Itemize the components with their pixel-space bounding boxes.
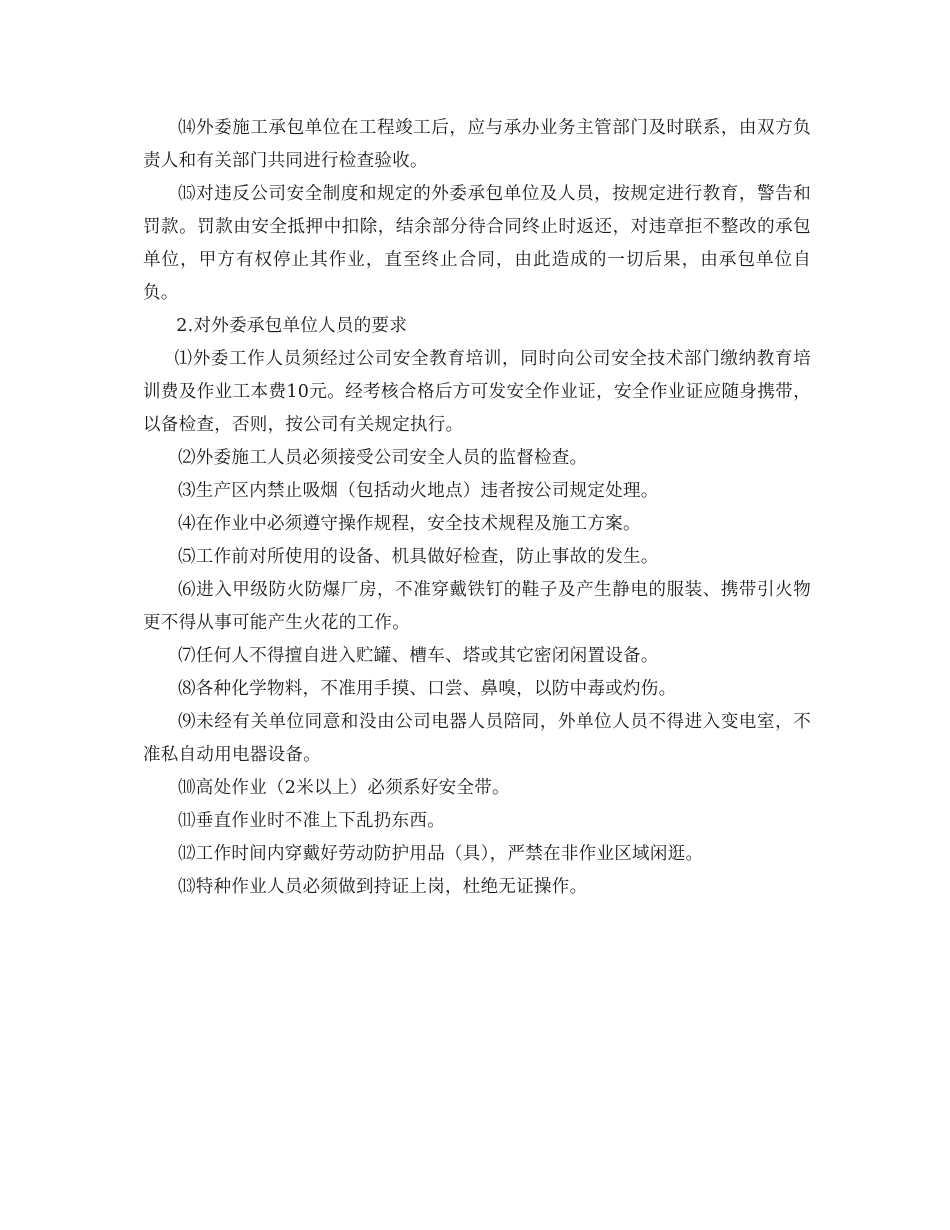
requirement-8: ⑻各种化学物料，不准用手摸、口尝、鼻嗅，以防中毒或灼伤。 (178, 679, 677, 699)
requirement-2: ⑵外委施工人员必须接受公司安全人员的监督检查。 (178, 448, 588, 468)
paragraph-14: ⒁外委施工承包单位在工程竣工后，应与承办业务主管部门及时联系，由双方负责人和有关部门共同进行检查验收。 (143, 118, 811, 171)
section-heading: 2.对外委承包单位人员的要求 (176, 316, 408, 336)
requirement-5: ⑸工作前对所使用的设备、机具做好检查，防止事故的发生。 (178, 547, 659, 567)
paragraph-15: ⒂对违反公司安全制度和规定的外委承包单位及人员，按规定进行教育，警告和罚款。罚款由安全抵押中扣除，结余部分待合同终止时返还，对违章拒不整改的承包单位，甲方有权停止其作业，直至终止合同，由此造成的一切后果，由承包单位自负。 (143, 184, 811, 303)
requirement-6: ⑹进入甲级防火防爆厂房，不准穿戴铁钉的鞋子及产生静电的服装、携带引火物更不得从事可能产生火花的工作。 (143, 580, 811, 633)
requirement-9: ⑼未经有关单位同意和没由公司电器人员陪同，外单位人员不得进入变电室，不准私自动用电器设备。 (143, 712, 811, 765)
requirement-13: ⒀特种作业人员必须做到持证上岗，杜绝无证操作。 (178, 877, 588, 897)
requirement-7: ⑺任何人不得擅自进入贮罐、槽车、塔或其它密闭闲置设备。 (178, 646, 659, 666)
document-page (143, 112, 811, 904)
requirement-3: ⑶生产区内禁止吸烟（包括动火地点）违者按公司规定处理。 (178, 481, 659, 501)
requirement-10: ⑽高处作业（2米以上）必须系好安全带。 (178, 778, 510, 798)
requirement-4: ⑷在作业中必须遵守操作规程，安全技术规程及施工方案。 (178, 514, 641, 534)
requirement-1: ⑴外委工作人员须经过公司安全教育培训，同时向公司安全技术部门缴纳教育培训费及作业工本费10元。经考核合格后方可发安全作业证，安全作业证应随身携带，以备检查，否则，按公司有关规定执行。 (143, 349, 811, 435)
requirement-12: ⑿工作时间内穿戴好劳动防护用品（具），严禁在非作业区域闲逛。 (178, 844, 704, 864)
requirement-11: ⑾垂直作业时不准上下乱扔东西。 (178, 811, 445, 831)
